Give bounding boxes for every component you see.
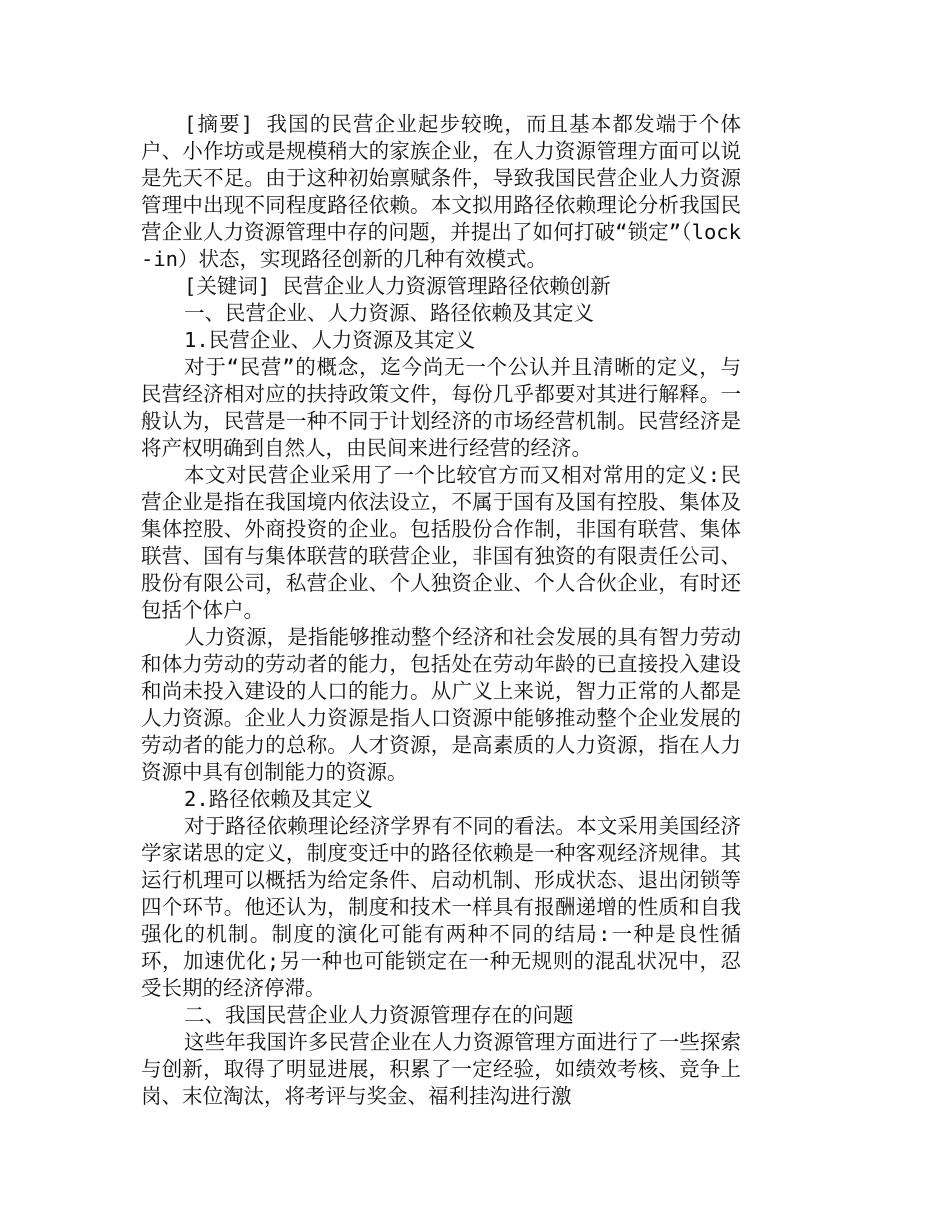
body-paragraph: 本文对民营企业采用了一个比较官方而又相对常用的定义:民营企业是指在我国境内依法设立，不属于国有及国有控股、集体及集体控股、外商投资的企业。包括股份合作制，非国有联营、集体联营、国有与集体联营的联营企业，非国有独资的有限责任公司、股份有限公司，私营企业、个人独资企业、个人合伙企业，有时还包括个体户。 (141, 463, 741, 622)
subsection-heading-1-2: 2.路径依赖及其定义 (184, 787, 373, 811)
abstract-paragraph: [摘要] 我国的民营企业起步较晚，而且基本都发端于个体户、小作坊或是规模稍大的家族企业，在人力资源管理方面可以说是先天不足。由于这种初始禀赋条件，导致我国民营企业人力资源管理中出现不同程度路径依赖。本文拟用路径依赖理论分析我国民营企业人力资源管理中存的问题，并提出了如何打破“锁定”（lock-in）状态，实现路径创新的几种有效模式。 (141, 112, 741, 271)
body-paragraph: 对于路径依赖理论经济学界有不同的看法。本文采用美国经济学家诺思的定义，制度变迁中的路径依赖是一种客观经济规律。其运行机理可以概括为给定条件、启动机制、形成状态、退出闭锁等四个环节。他还认为，制度和技术一样具有报酬递增的性质和自我强化的机制。制度的演化可能有两种不同的结局:一种是良性循环，加速优化;另一种也可能锁定在一种无规则的混乱状况中，忍受长期的经济停滞。 (141, 814, 741, 1000)
subsection-heading-1-1: 1.民营企业、人力资源及其定义 (184, 328, 476, 352)
body-paragraph: 对于“民营”的概念，迄今尚无一个公认并且清晰的定义，与民营经济相对应的扶持政策文件，每份几乎都要对其进行解释。一般认为，民营是一种不同于计划经济的市场经营机制。民营经济是将产权明确到自然人，由民间来进行经营的经济。 (141, 355, 741, 460)
body-paragraph: 人力资源，是指能够推动整个经济和社会发展的具有智力劳动和体力劳动的劳动者的能力，包括处在劳动年龄的已直接投入建设和尚未投入建设的人口的能力。从广义上来说，智力正常的人都是人力资源。企业人力资源是指人口资源中能够推动整个企业发展的劳动者的能力的总称。人才资源，是高素质的人力资源，指在人力资源中具有创制能力的资源。 (141, 625, 741, 784)
keywords-line: [关键词] 民营企业人力资源管理路径依赖创新 (184, 274, 611, 298)
section-heading-1: 一、民营企业、人力资源、路径依赖及其定义 (184, 301, 595, 325)
document-page (141, 111, 741, 1110)
body-paragraph: 这些年我国许多民营企业在人力资源管理方面进行了一些探索与创新，取得了明显进展，积累了一定经验，如绩效考核、竞争上岗、末位淘汰，将考评与奖金、福利挂沟进行激 (141, 1030, 741, 1108)
section-heading-2: 二、我国民营企业人力资源管理存在的问题 (184, 1003, 574, 1027)
